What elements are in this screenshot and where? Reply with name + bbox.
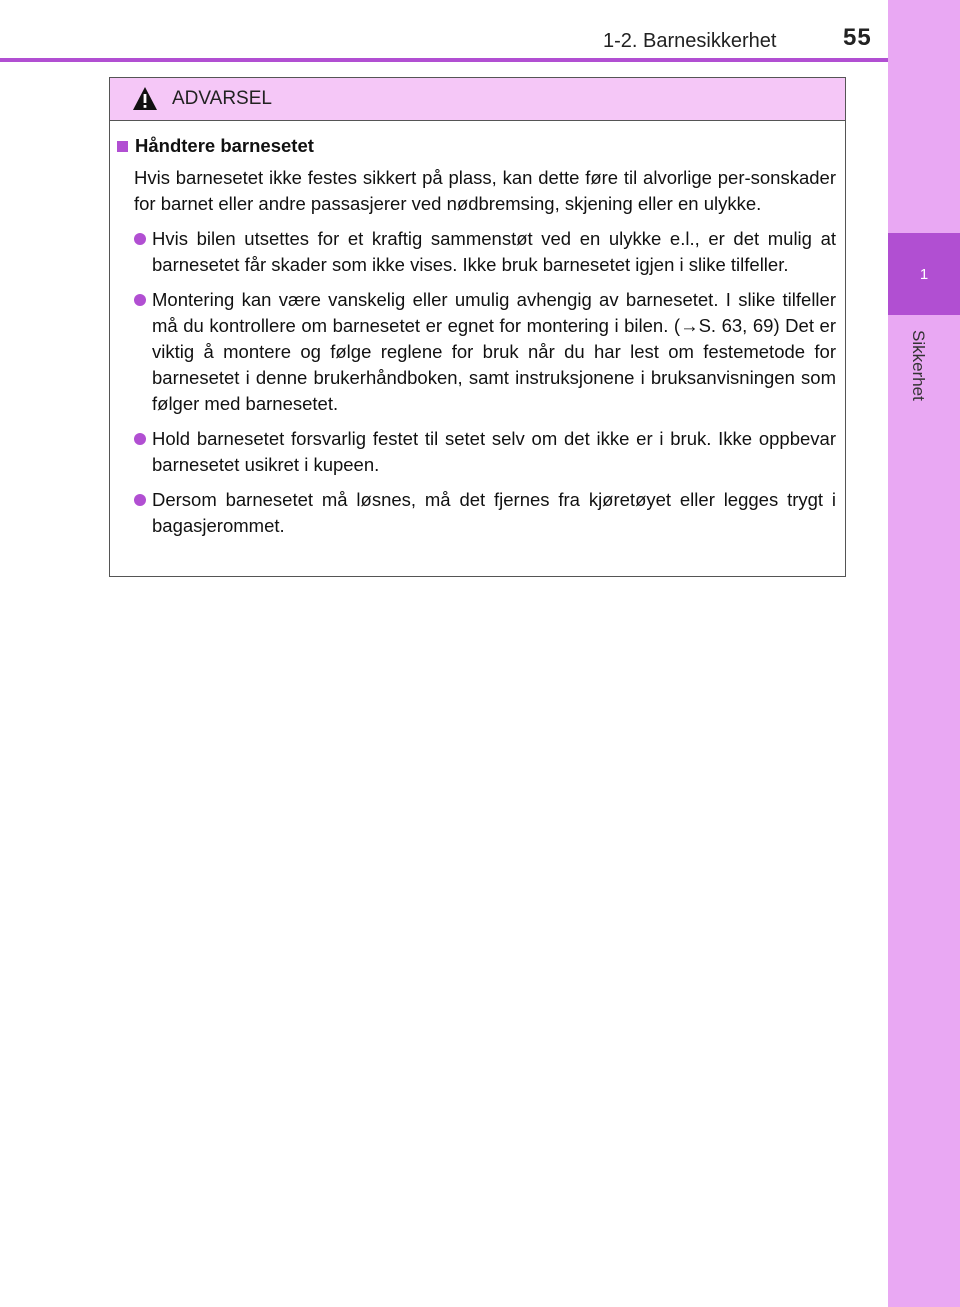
warning-subheading bbox=[117, 133, 836, 159]
bullet-dot-icon bbox=[134, 233, 146, 245]
warning-body bbox=[110, 121, 845, 539]
list-item bbox=[134, 426, 836, 478]
chapter-number: 1 bbox=[919, 265, 929, 283]
bullet-dot-icon bbox=[134, 494, 146, 506]
warning-intro: Hvis barnesetet ikke festes sikkert på plass, kan dette føre til alvorlige per-sonskader for barnet eller andre passasjerer ved nødbremsing, skjening eller en ulykke. bbox=[134, 167, 836, 214]
header-rule bbox=[0, 58, 888, 62]
warning-header bbox=[110, 78, 845, 121]
list-item-text: Montering kan være vanskelig eller umulig avhengig av barnesetet. I slike tilfeller må du kontrollere om barnesetet er egnet for montering i bilen. (→S. 63, 69) Det er viktig å montere og følge reglene for bruk når du har lest om festemetode for barnesetet i denne brukerhåndboken, samt instruksjonene i bruksanvisningen som følger med barnesetet. bbox=[152, 289, 836, 414]
square-bullet-icon bbox=[117, 141, 128, 152]
list-item bbox=[134, 226, 836, 278]
list-item-text: Hvis bilen utsettes for et kraftig sammenstøt ved en ulykke e.l., er det mulig at barnesetet får skader som ikke vises. Ikke bruk barnesetet igjen i slike tilfeller. bbox=[152, 228, 836, 275]
warning-box bbox=[109, 77, 846, 577]
chapter-side-tab bbox=[888, 0, 960, 1307]
list-item bbox=[134, 487, 836, 539]
warning-triangle-icon bbox=[132, 86, 158, 112]
chapter-number-tab[interactable] bbox=[888, 233, 960, 315]
page-number: 55 bbox=[843, 24, 872, 51]
bullet-dot-icon bbox=[134, 294, 146, 306]
section-title: 1-2. Barnesikkerhet bbox=[603, 30, 777, 52]
warning-label: ADVARSEL bbox=[172, 88, 272, 109]
bullet-dot-icon bbox=[134, 433, 146, 445]
subheading-text: Håndtere barnesetet bbox=[135, 135, 314, 156]
chapter-label: Sikkerhet bbox=[909, 330, 928, 401]
list-item-text: Hold barnesetet forsvarlig festet til setet selv om det ikke er i bruk. Ikke oppbevar barnesetet usikret i kupeen. bbox=[152, 428, 836, 475]
list-item bbox=[134, 287, 836, 417]
list-item-text: Dersom barnesetet må løsnes, må det fjernes fra kjøretøyet eller legges trygt i bagasjerommet. bbox=[152, 489, 836, 536]
